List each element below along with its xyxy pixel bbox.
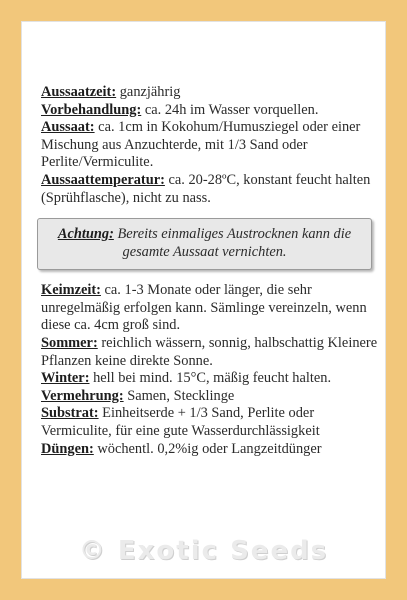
label-keimzeit: Keimzeit:: [41, 282, 101, 299]
warning-label: Achtung:: [57, 226, 114, 243]
label-winter: Winter:: [41, 370, 90, 387]
label-vorbehandlung: Vorbehandlung:: [41, 101, 142, 118]
paragraph-winter: [41, 370, 381, 388]
warning-box: [37, 218, 372, 270]
text-aussaattemperatur: ca. 20-28ºC, konstant feucht halten (Sprühflasche), nicht zu nass.: [41, 171, 371, 206]
label-duengen: Düngen:: [41, 440, 94, 457]
instructions-content: [41, 84, 381, 458]
paragraph-keimzeit: [41, 282, 381, 335]
text-winter: hell bei mind. 15°C, mäßig feucht halten.: [89, 370, 332, 387]
label-aussaat: Aussaat:: [41, 119, 95, 136]
text-substrat: Einheitserde + 1/3 Sand, Perlite oder Vermiculite, für eine gute Wasserdurchlässigkeit: [41, 405, 320, 439]
label-vermehrung: Vermehrung:: [41, 387, 124, 404]
paragraph-duengen: [41, 441, 381, 459]
seed-instruction-card: [22, 22, 385, 578]
label-aussaatzeit: Aussaatzeit:: [41, 84, 117, 100]
text-vermehrung: Samen, Stecklinge: [123, 387, 235, 404]
text-aussaatzeit: ganzjährig: [116, 84, 181, 100]
paragraph-vermehrung: [41, 388, 381, 406]
paragraph-sommer: [41, 335, 381, 370]
text-duengen: wöchentl. 0,2%ig oder Langzeitdünger: [93, 440, 322, 457]
text-aussaat: ca. 1cm in Kokohum/Humusziegel oder einer Mischung aus Anzuchterde, mit 1/3 Sand oder Perlite/Vermiculite.: [41, 119, 361, 171]
text-sommer: reichlich wässern, sonnig, halbschattig Kleinere Pflanzen keine direkte Sonne.: [41, 334, 378, 369]
paragraph-vorbehandlung: [41, 102, 381, 120]
warning-text: Bereits einmaliges Austrocknen kann die gesamte Aussaat vernichten.: [113, 226, 352, 261]
text-keimzeit: ca. 1-3 Monate oder länger, die sehr unregelmäßig erfolgen kann. Sämlinge vereinzeln, wenn diese ca. 4cm groß sind.: [41, 282, 367, 334]
label-substrat: Substrat:: [41, 405, 99, 422]
paragraph-substrat: [41, 405, 381, 440]
copyright-watermark: © Exotic Seeds: [78, 536, 329, 566]
paragraph-aussaatzeit: [41, 84, 381, 102]
text-vorbehandlung: ca. 24h im Wasser vorquellen.: [141, 101, 319, 118]
paragraph-aussaattemperatur: [41, 172, 381, 207]
label-aussaattemperatur: Aussaattemperatur:: [41, 171, 165, 188]
label-sommer: Sommer:: [41, 334, 98, 351]
paragraph-aussaat: [41, 119, 381, 172]
